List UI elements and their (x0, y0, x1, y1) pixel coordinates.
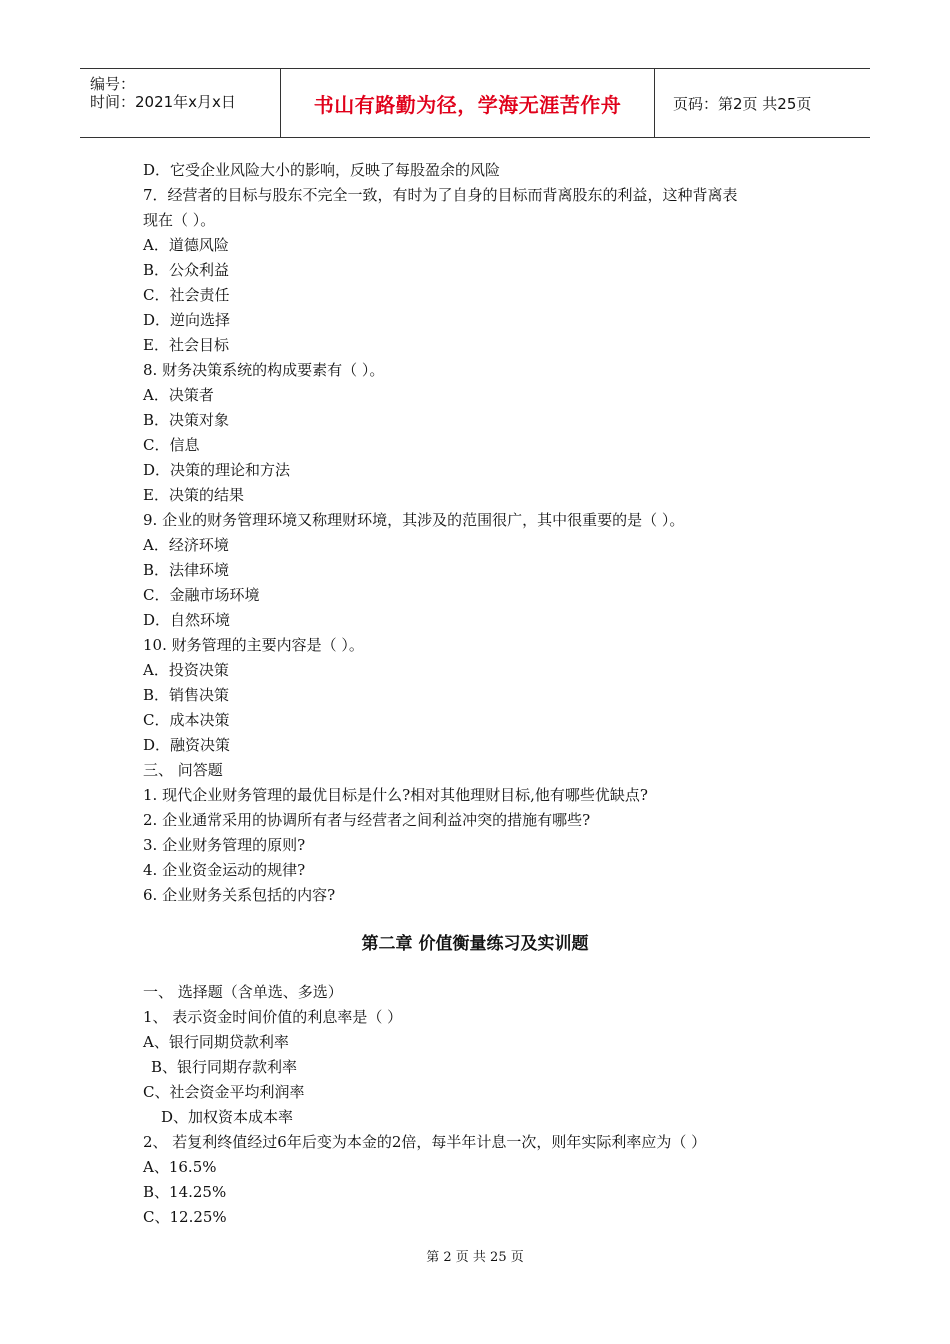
text-line: A．决策者 (143, 386, 214, 404)
document-body (143, 158, 823, 908)
text-line: 8. 财务决策系统的构成要素有（ ）。 (143, 361, 385, 379)
text-line: 1. 现代企业财务管理的最优目标是什么?相对其他理财目标,他有哪些优缺点? (143, 786, 648, 804)
text-line: 10. 财务管理的主要内容是（ ）。 (143, 636, 364, 654)
text-line: A．经济环境 (143, 536, 229, 554)
header-motto: 书山有路勤为径，学海无涯苦作舟 (313, 92, 622, 117)
text-line: E．社会目标 (143, 336, 229, 354)
text-line: D．它受企业风险大小的影响，反映了每股盈余的风险 (143, 161, 501, 179)
text-line: 现在（ ）。 (143, 211, 216, 229)
text-line: C、社会资金平均利润率 (143, 1083, 305, 1101)
page-header (80, 68, 870, 138)
text-line: 1、 表示资金时间价值的利息率是（ ） (143, 1008, 403, 1026)
text-line: C、12.25% (143, 1208, 227, 1226)
text-line: 3. 企业财务管理的原则? (143, 836, 306, 854)
text-line: C．成本决策 (143, 711, 230, 729)
text-line: B．公众利益 (143, 261, 230, 279)
header-motto-cell (281, 69, 655, 137)
header-page-cell (663, 69, 870, 137)
header-meta-cell (80, 69, 281, 137)
text-line: 9. 企业的财务管理环境又称理财环境，其涉及的范围很广，其中很重要的是（ ）。 (143, 511, 685, 529)
text-line: D．决策的理论和方法 (143, 461, 291, 479)
header-page-info: 页码：第2页 共25页 (673, 94, 812, 113)
chapter-title: 第二章 价值衡量练习及实训题 (361, 934, 589, 954)
text-line: B、14.25% (143, 1183, 227, 1201)
text-line: 4. 企业资金运动的规律? (143, 861, 306, 879)
text-line: A．投资决策 (143, 661, 229, 679)
text-line: 6. 企业财务关系包括的内容? (143, 886, 336, 904)
text-line: B．决策对象 (143, 411, 230, 429)
text-line: E．决策的结果 (143, 486, 244, 504)
document-number-label: 编号： (90, 75, 136, 93)
text-line: A、银行同期贷款利率 (143, 1033, 289, 1051)
text-line: D．融资决策 (143, 736, 231, 754)
text-line: 一、 选择题（含单选、多选） (143, 983, 343, 1001)
text-line: 三、 问答题 (143, 761, 223, 779)
text-line: D．自然环境 (143, 611, 231, 629)
text-line: C．信息 (143, 436, 200, 454)
text-line: A、16.5% (143, 1158, 217, 1176)
chapter-two-body (143, 980, 823, 1230)
text-line: B．销售决策 (143, 686, 230, 704)
text-line: B、银行同期存款利率 (151, 1058, 298, 1076)
text-line: D．逆向选择 (143, 311, 231, 329)
text-line: C．社会责任 (143, 286, 230, 304)
document-date-label: 时间：2021年x月x日 (90, 93, 236, 111)
text-line: B．法律环境 (143, 561, 230, 579)
text-line: 7．经营者的目标与股东不完全一致，有时为了自身的目标而背离股东的利益，这种背离表 (143, 186, 738, 204)
text-line: D、加权资本成本率 (161, 1108, 294, 1126)
text-line: 2、 若复利终值经过6年后变为本金的2倍，每半年计息一次，则年实际利率应为（ ） (143, 1133, 707, 1151)
page-footer: 第 2 页 共 25 页 (426, 1250, 524, 1265)
text-line: A．道德风险 (143, 236, 229, 254)
text-line: C．金融市场环境 (143, 586, 260, 604)
text-line: 2. 企业通常采用的协调所有者与经营者之间利益冲突的措施有哪些? (143, 811, 591, 829)
